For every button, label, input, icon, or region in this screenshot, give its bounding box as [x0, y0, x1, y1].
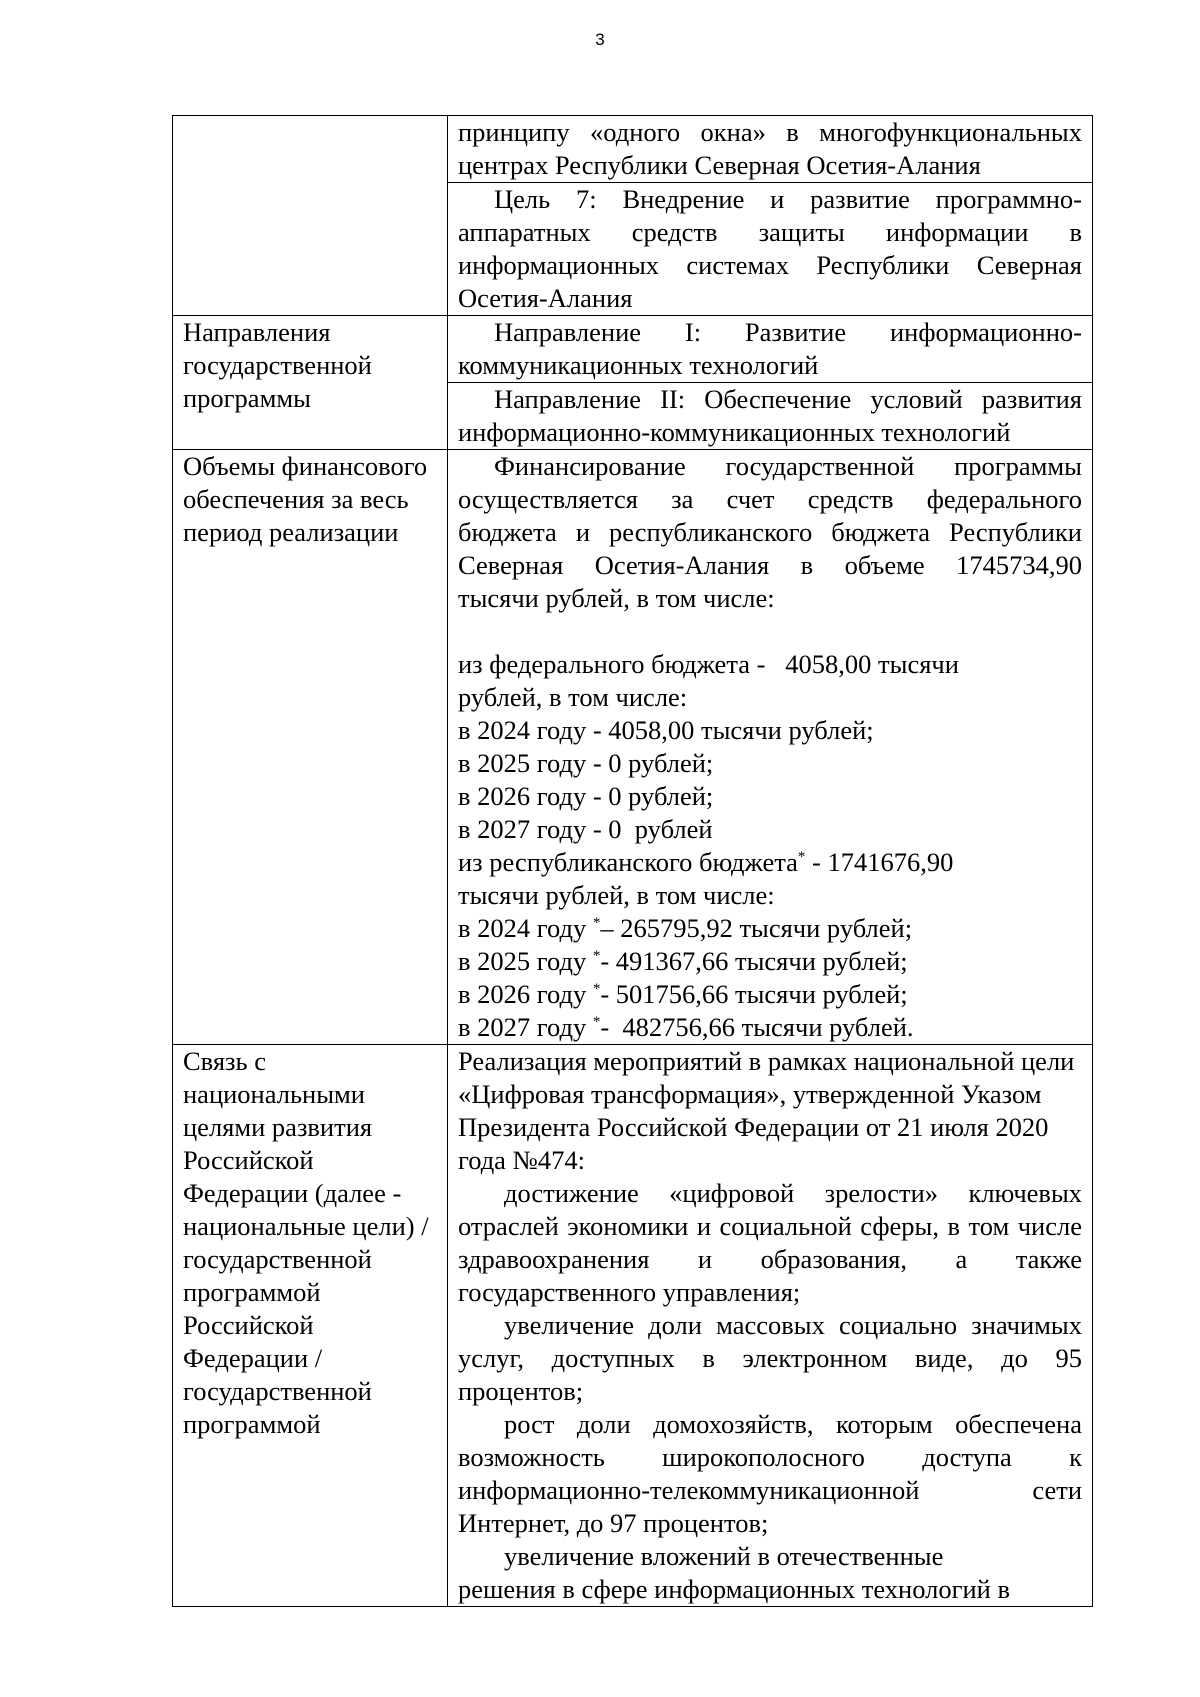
- table-row-direction-1: [173, 316, 1093, 383]
- republic-budget-amount: - 1741676,90: [805, 847, 954, 877]
- funding-line-5: тысячи рублей, в том числе:: [458, 583, 775, 613]
- goal7-line-2: аппаратных средств защиты информации в: [458, 217, 1082, 247]
- footnote-asterisk: *: [592, 1014, 601, 1031]
- funding-line-4: Северная Осетия-Алания в объеме 1745734,90: [458, 550, 1082, 580]
- funding-line-3: бюджета и республиканского бюджета Республики: [458, 517, 1082, 547]
- footnote-asterisk: *: [592, 915, 601, 932]
- direction-2-line-2: информационно-коммуникационных технологий: [458, 417, 1011, 447]
- table-row-goal6-continued: [173, 116, 1093, 183]
- republic-2027-amount: - 482756,66 тысячи рублей.: [600, 1012, 914, 1042]
- national-goals-label-cell: Связь с национальными целями развития Российской Федерации (далее - национальные цели) / государственной программой Российской Федерации / государственной программой: [173, 1045, 448, 1607]
- funding-line-1: Финансирование государственной программы: [494, 451, 1082, 481]
- republic-2024-year: в 2024 году: [458, 913, 593, 943]
- funding-label-cell: Объемы финансового обеспечения за весь период реализации: [173, 450, 448, 1045]
- republic-2024: [458, 912, 1082, 945]
- direction-2-line-1: Направление II: Обеспечение условий развития: [494, 384, 1082, 414]
- goal7-line-4: Осетия-Алания: [458, 283, 633, 313]
- footnote-asterisk: *: [797, 849, 806, 866]
- national-goal-item-4-line-2: решения в сфере информационных технологий в: [458, 1574, 1010, 1604]
- republic-budget-text: из республиканского бюджета: [458, 847, 798, 877]
- republic-2026: [458, 978, 1082, 1011]
- republic-2026-year: в 2026 году: [458, 979, 593, 1009]
- federal-2025: в 2025 году - 0 рублей;: [458, 748, 714, 778]
- footnote-asterisk: *: [592, 981, 601, 998]
- republic-2027-year: в 2027 году: [458, 1012, 593, 1042]
- federal-budget-line-2: рублей, в том числе:: [458, 682, 688, 712]
- table-row-funding: [173, 450, 1093, 1045]
- goals-label-cell: [173, 116, 448, 316]
- page-number: 3: [595, 30, 605, 49]
- republic-2027: [458, 1011, 1082, 1044]
- republic-budget-line-2: тысячи рублей, в том числе:: [458, 880, 775, 910]
- footnote-asterisk: *: [592, 948, 601, 965]
- goal7-line-3: информационных системах Республики Северная: [458, 250, 1082, 280]
- funding-cell: [448, 450, 1093, 1045]
- federal-2024: в 2024 году - 4058,00 тысячи рублей;: [458, 715, 874, 745]
- republic-2024-amount: – 265795,92 тысячи рублей;: [600, 913, 913, 943]
- goal6-line-2: центрах Республики Северная Осетия-Алания: [458, 150, 981, 180]
- national-goal-item-3: рост доли домохозяйств, которым обеспечена возможность широкополосного доступа к информационно-телекоммуникационной сети Интернет, до 97 процентов;: [458, 1409, 1082, 1538]
- direction-1-line-1: Направление I: Развитие информационно-: [494, 317, 1082, 347]
- federal-budget-line-1: из федерального бюджета - 4058,00 тысячи: [458, 649, 959, 679]
- funding-line-2: осуществляется за счет средств федерального: [458, 484, 1082, 514]
- republic-2025-amount: - 491367,66 тысячи рублей;: [600, 946, 908, 976]
- goal7-cell: [448, 183, 1093, 316]
- federal-2026: в 2026 году - 0 рублей;: [458, 781, 714, 811]
- direction-2-cell: [448, 383, 1093, 450]
- goal6-continued-cell: [448, 116, 1093, 183]
- national-goals-intro: Реализация мероприятий в рамках национальной цели «Цифровая трансформация», утвержденной Указом Президента Российской Федерации от 21 июля 2020 года №474:: [458, 1046, 1075, 1175]
- national-goal-item-4-line-1: увеличение вложений в отечественные: [504, 1541, 944, 1571]
- national-goal-item-2: увеличение доли массовых социально значимых услуг, доступных в электронном виде, до 95 процентов;: [458, 1310, 1082, 1406]
- republic-2025: [458, 945, 1082, 978]
- goal7-line-1: Цель 7: Внедрение и развитие программно-: [494, 184, 1082, 214]
- goal6-line-1: принципу «одного окна» в многофункциональных: [458, 117, 1082, 147]
- federal-2027: в 2027 году - 0 рублей: [458, 814, 713, 844]
- republic-2026-amount: - 501756,66 тысячи рублей;: [600, 979, 908, 1009]
- directions-label-cell: Направления государственной программы: [173, 316, 448, 450]
- national-goal-item-1: достижение «цифровой зрелости» ключевых отраслей экономики и социальной сферы, в том числе здравоохранения и образования, а также государственного управления;: [458, 1178, 1082, 1307]
- national-goals-cell: [448, 1045, 1093, 1607]
- republic-2025-year: в 2025 году: [458, 946, 593, 976]
- program-passport-table: [172, 115, 1093, 1607]
- direction-1-line-2: коммуникационных технологий: [458, 350, 819, 380]
- republic-budget-line-1: [458, 846, 1082, 879]
- table-row-national-goals: [173, 1045, 1093, 1607]
- direction-1-cell: [448, 316, 1093, 383]
- funding-blank-line: [458, 615, 1082, 648]
